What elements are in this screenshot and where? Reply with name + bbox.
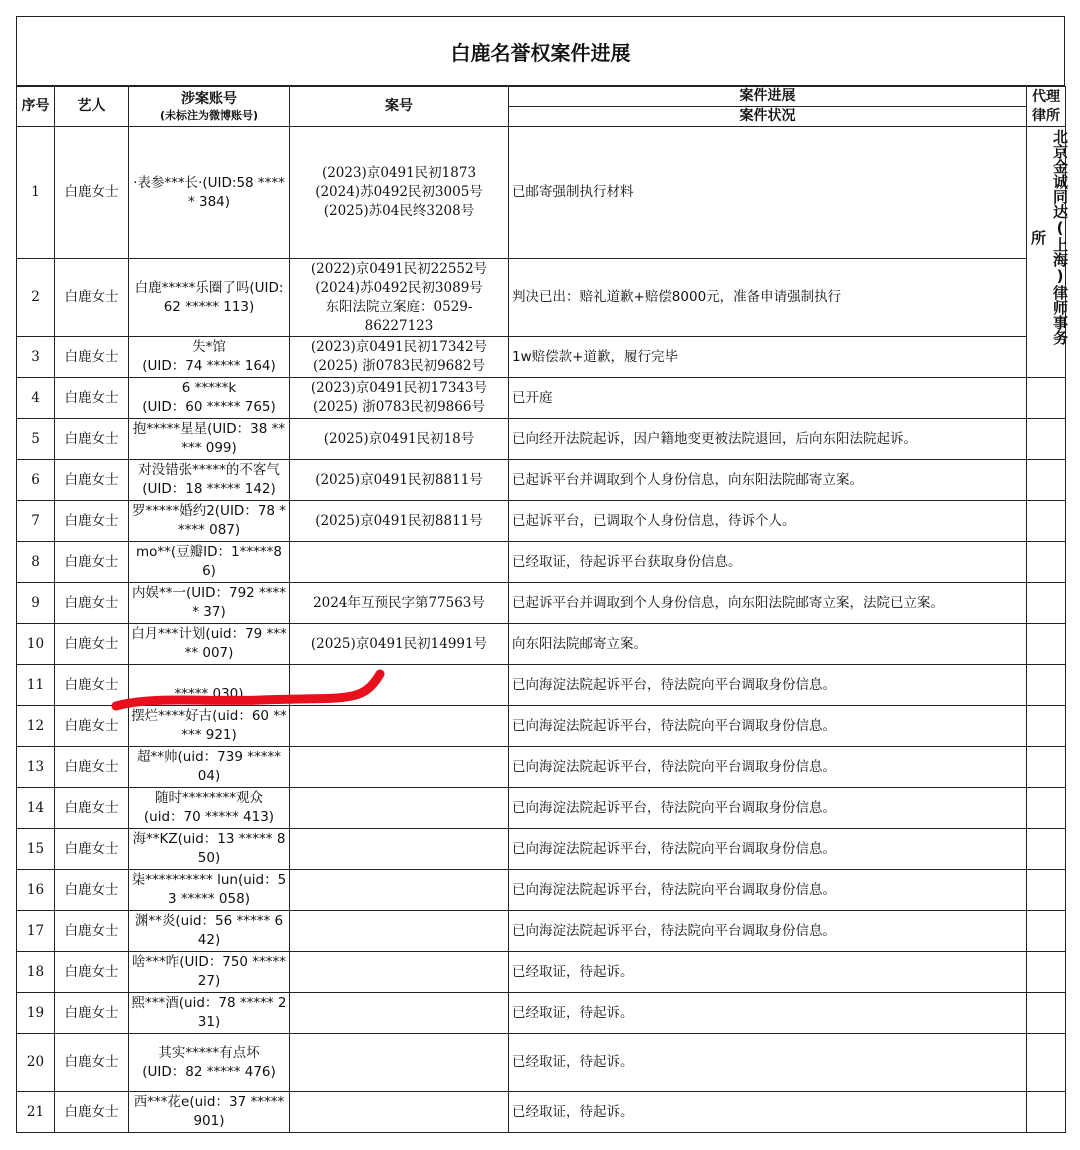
sheet-title: 白鹿名誉权案件进展: [16, 16, 1065, 86]
row-seq: 13: [17, 747, 55, 788]
row-seq: 1: [17, 127, 55, 259]
row-seq: 19: [17, 993, 55, 1034]
row-seq: 16: [17, 870, 55, 911]
row-artist: 白鹿女士: [55, 419, 129, 460]
row-status: 已向海淀法院起诉平台，待法院向平台调取身份信息。: [509, 665, 1027, 706]
row-case-no: [290, 747, 509, 788]
row-account: 6 *****k (UID：60 ***** 765): [129, 378, 290, 419]
row-firm-empty: [1027, 501, 1066, 542]
row-seq: 8: [17, 542, 55, 583]
row-account: 对没错张*****的不客气(UID：18 ***** 142): [129, 460, 290, 501]
row-account: 超**帅(uid：739 ***** 04): [129, 747, 290, 788]
row-case-no: [290, 829, 509, 870]
table-row: [17, 952, 1066, 993]
row-case-no: [290, 1034, 509, 1092]
row-account: 其实*****有点坏 (UID：82 ***** 476): [129, 1034, 290, 1092]
row-seq: 17: [17, 911, 55, 952]
row-status: 已向海淀法院起诉平台，待法院向平台调取身份信息。: [509, 788, 1027, 829]
row-artist: 白鹿女士: [55, 127, 129, 259]
row-account: 海**KZ(uid：13 ***** 850): [129, 829, 290, 870]
row-account: 西***花e(uid：37 ***** 901): [129, 1092, 290, 1133]
row-account: ***** 030): [129, 665, 290, 706]
row-seq: 9: [17, 583, 55, 624]
row-case-no: (2025)京0491民初8811号: [290, 460, 509, 501]
row-status: 已向海淀法院起诉平台，待法院向平台调取身份信息。: [509, 870, 1027, 911]
row-firm-empty: [1027, 706, 1066, 747]
row-status: 已邮寄强制执行材料: [509, 127, 1027, 259]
row-seq: 2: [17, 259, 55, 337]
row-status: 已起诉平台，已调取个人身份信息，待诉个人。: [509, 501, 1027, 542]
table-row: [17, 583, 1066, 624]
row-artist: 白鹿女士: [55, 706, 129, 747]
table-row: [17, 378, 1066, 419]
row-status: 已向经开法院起诉，因户籍地变更被法院退回，后向东阳法院起诉。: [509, 419, 1027, 460]
row-status: 已经取证，待起诉。: [509, 1092, 1027, 1133]
row-firm-empty: [1027, 829, 1066, 870]
row-status: 已起诉平台并调取到个人身份信息，向东阳法院邮寄立案。: [509, 460, 1027, 501]
table-row: [17, 127, 1066, 259]
row-case-no: (2025)京0491民初14991号: [290, 624, 509, 665]
firm-cell: [1027, 127, 1069, 378]
row-case-no: [290, 993, 509, 1034]
row-status: 1w赔偿款+道歉，履行完毕: [509, 337, 1027, 378]
row-artist: 白鹿女士: [55, 378, 129, 419]
header-artist: 艺人: [55, 87, 129, 127]
row-account: 摆烂****好古(uid：60 ***** 921): [129, 706, 290, 747]
row-status: 已经取证，待起诉。: [509, 993, 1027, 1034]
row-firm-empty: [1027, 870, 1066, 911]
row-case-no: [290, 870, 509, 911]
row-case-no: (2025)京0491民初18号: [290, 419, 509, 460]
table-row: [17, 829, 1066, 870]
header-status: 案件状况: [509, 107, 1027, 127]
row-seq: 10: [17, 624, 55, 665]
row-case-no: (2022)京0491民初22552号 (2024)苏0492民初3089号 东阳法院立案庭：0529-86227123: [290, 259, 509, 337]
row-firm-empty: [1027, 542, 1066, 583]
row-artist: 白鹿女士: [55, 460, 129, 501]
row-account: 罗*****婚约2(UID：78 ***** 087): [129, 501, 290, 542]
row-status: 向东阳法院邮寄立案。: [509, 624, 1027, 665]
table-row: [17, 1034, 1066, 1092]
row-status: 已开庭: [509, 378, 1027, 419]
header-account-label: 涉案账号: [181, 91, 237, 107]
row-seq: 21: [17, 1092, 55, 1133]
case-rows: [17, 127, 1069, 1133]
table-row: [17, 501, 1066, 542]
table-row: [17, 337, 1066, 378]
row-account: 白鹿*****乐圈了吗(UID:62 ***** 113): [129, 259, 290, 337]
row-case-no: (2025)京0491民初8811号: [290, 501, 509, 542]
row-status: 已向海淀法院起诉平台，待法院向平台调取身份信息。: [509, 911, 1027, 952]
row-case-no: [290, 706, 509, 747]
row-seq: 3: [17, 337, 55, 378]
row-status: 已经取证，待起诉。: [509, 1034, 1027, 1092]
row-artist: 白鹿女士: [55, 829, 129, 870]
table-row: [17, 993, 1066, 1034]
row-status: 已经取证，待起诉平台获取身份信息。: [509, 542, 1027, 583]
table-row: [17, 870, 1066, 911]
row-account: 柒********** lun(uid：53 ***** 058): [129, 870, 290, 911]
row-firm-empty: [1027, 419, 1066, 460]
header-seq: 序号: [17, 87, 55, 127]
row-artist: 白鹿女士: [55, 1034, 129, 1092]
table-row: [17, 419, 1066, 460]
row-seq: 20: [17, 1034, 55, 1092]
table-row: [17, 706, 1066, 747]
table-row: [17, 259, 1066, 337]
row-account: mo**(豆瓣ID：1*****86): [129, 542, 290, 583]
row-account: 啥***咋(UID：750 ***** 27): [129, 952, 290, 993]
row-firm-empty: [1027, 1092, 1066, 1133]
case-table: [16, 86, 1069, 1133]
row-artist: 白鹿女士: [55, 1092, 129, 1133]
row-status: 已向海淀法院起诉平台，待法院向平台调取身份信息。: [509, 706, 1027, 747]
row-seq: 14: [17, 788, 55, 829]
table-row: [17, 624, 1066, 665]
row-case-no: (2023)京0491民初17342号 (2025) 浙0783民初9682号: [290, 337, 509, 378]
row-case-no: [290, 1092, 509, 1133]
row-seq: 12: [17, 706, 55, 747]
row-status: 已起诉平台并调取到个人身份信息，向东阳法院邮寄立案，法院已立案。: [509, 583, 1027, 624]
table-row: [17, 747, 1066, 788]
header-firm: 代理律所: [1027, 87, 1066, 127]
header-progress: 案件进展: [509, 87, 1027, 107]
row-artist: 白鹿女士: [55, 624, 129, 665]
row-artist: 白鹿女士: [55, 542, 129, 583]
row-status: 已向海淀法院起诉平台，待法院向平台调取身份信息。: [509, 829, 1027, 870]
row-firm-empty: [1027, 665, 1066, 706]
table-row: [17, 911, 1066, 952]
row-artist: 白鹿女士: [55, 337, 129, 378]
row-status: 已向海淀法院起诉平台，待法院向平台调取身份信息。: [509, 747, 1027, 788]
row-account: 抱*****星星(UID：38 ***** 099): [129, 419, 290, 460]
row-seq: 7: [17, 501, 55, 542]
row-artist: 白鹿女士: [55, 583, 129, 624]
row-firm-empty: [1027, 583, 1066, 624]
row-firm-empty: [1027, 952, 1066, 993]
table-row: [17, 665, 1066, 706]
row-firm-empty: [1027, 378, 1066, 419]
row-firm-empty: [1027, 993, 1066, 1034]
header-account-note: (未标注为微博账号): [159, 109, 259, 122]
row-case-no: [290, 788, 509, 829]
row-case-no: [290, 911, 509, 952]
row-case-no: [290, 542, 509, 583]
row-account: 渊**炎(uid：56 ***** 642): [129, 911, 290, 952]
row-artist: 白鹿女士: [55, 788, 129, 829]
row-case-no: 2024年互预民字第77563号: [290, 583, 509, 624]
row-seq: 11: [17, 665, 55, 706]
row-artist: 白鹿女士: [55, 747, 129, 788]
row-artist: 白鹿女士: [55, 870, 129, 911]
row-case-no: [290, 952, 509, 993]
row-account: 内娱**一(UID：792 ***** 37): [129, 583, 290, 624]
row-seq: 5: [17, 419, 55, 460]
row-artist: 白鹿女士: [55, 665, 129, 706]
row-firm-empty: [1027, 624, 1066, 665]
row-account: 白月***计划(uid：79 ***** 007): [129, 624, 290, 665]
row-status: 已经取证，待起诉。: [509, 952, 1027, 993]
table-row: [17, 542, 1066, 583]
row-firm-empty: [1027, 747, 1066, 788]
row-artist: 白鹿女士: [55, 911, 129, 952]
row-artist: 白鹿女士: [55, 501, 129, 542]
row-seq: 15: [17, 829, 55, 870]
row-seq: 18: [17, 952, 55, 993]
row-firm-empty: [1027, 460, 1066, 501]
row-account: ·表参***长·(UID:58 ***** 384): [129, 127, 290, 259]
row-account: 熙***酒(uid：78 ***** 231): [129, 993, 290, 1034]
case-progress-sheet: [16, 16, 1069, 1134]
row-account: 失*馆 (UID：74 ***** 164): [129, 337, 290, 378]
row-case-no: (2023)京0491民初1873 (2024)苏0492民初3005号 (2025)苏04民终3208号: [290, 127, 509, 259]
row-case-no: (2023)京0491民初17343号 (2025) 浙0783民初9866号: [290, 378, 509, 419]
row-firm-empty: [1027, 788, 1066, 829]
row-artist: 白鹿女士: [55, 259, 129, 337]
table-row: [17, 788, 1066, 829]
row-artist: 白鹿女士: [55, 993, 129, 1034]
row-seq: 6: [17, 460, 55, 501]
firm-name: 北京金诚同达(上海)律师事务所: [1029, 129, 1069, 345]
row-case-no: [290, 665, 509, 706]
row-firm-empty: [1027, 1034, 1066, 1092]
row-firm-empty: [1027, 911, 1066, 952]
table-row: [17, 1092, 1066, 1133]
row-seq: 4: [17, 378, 55, 419]
row-artist: 白鹿女士: [55, 952, 129, 993]
header-case-no: 案号: [290, 87, 509, 127]
row-account: 随时********观众 (uid：70 ***** 413): [129, 788, 290, 829]
row-status: 判决已出：赔礼道歉+赔偿8000元，准备申请强制执行: [509, 259, 1027, 337]
header-account: [129, 87, 290, 127]
table-row: [17, 460, 1066, 501]
